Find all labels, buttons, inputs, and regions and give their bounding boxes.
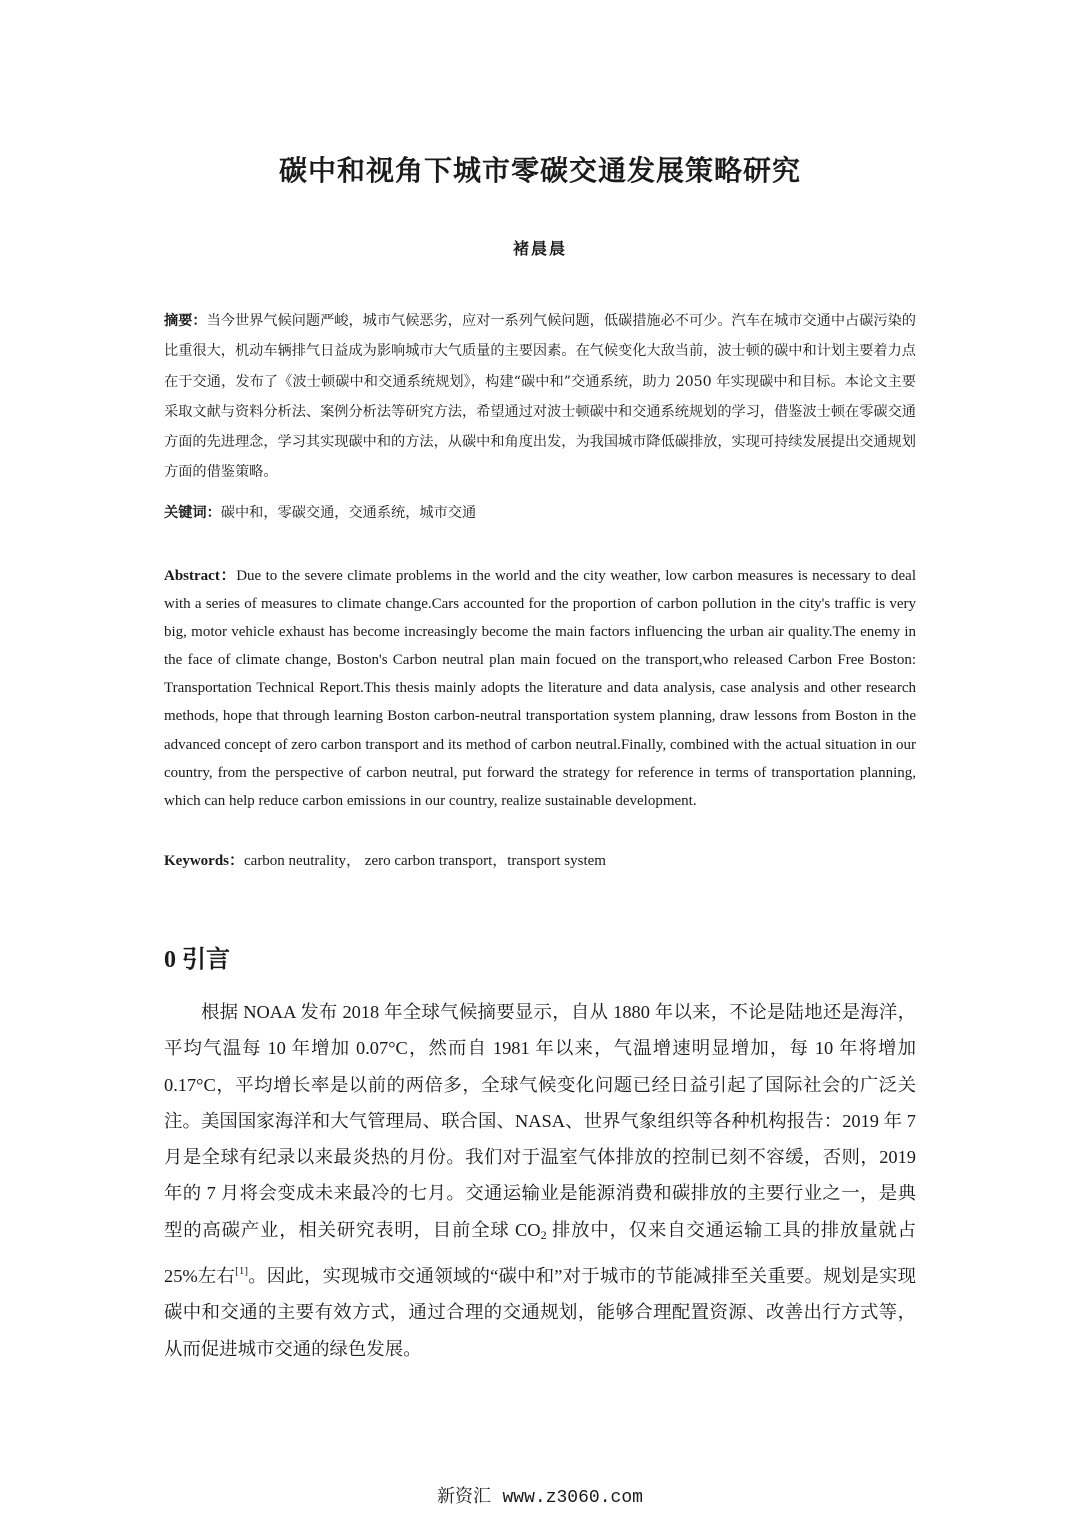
footer-site-name: 新资汇 bbox=[437, 1486, 492, 1507]
footer-watermark bbox=[0, 1482, 1080, 1513]
abstract-chinese-text: 当今世界气候问题严峻，城市气候恶劣，应对一系列气候问题，低碳措施必不可少。汽车在城市交通中占碳污染的比重很大，机动车辆排气日益成为影响城市大气质量的主要因素。在气候变化大敌当前，波士顿的碳中和计划主要着力点在于交通，发布了《波士顿碳中和交通系统规划》，构建“碳中和”交通系统，助力 2050 年实现碳中和目标。本论文主要采取文献与资料分析法、案例分析法等研究方法，希望通过对波士顿碳中和交通系统规划的学习，借鉴波士顿在零碳交通方面的先进理念，学习其实现碳中和的方法，从碳中和角度出发，为我国城市降低碳排放，实现可持续发展提出交通规划方面的借鉴策略。 bbox=[164, 313, 916, 481]
abstract-chinese-label: 摘要： bbox=[164, 313, 207, 329]
section-heading-introduction: 0 引言 bbox=[164, 947, 230, 973]
introduction-text-part3: 。因此，实现城市交通领域的“碳中和”对于城市的节能减排至关重要。规划是实现碳中和交通的主要有效方式，通过合理的交通规划，能够合理配置资源、改善出行方式等，从而促进城市交通的绿色发展。 bbox=[164, 1266, 917, 1359]
introduction-text-part2: 排放中，仅来自交通运输工具的排放量就占 25%左右 bbox=[164, 1219, 916, 1287]
footer-site-url[interactable]: www.z3060.com bbox=[502, 1488, 643, 1508]
page-title: 碳中和视角下城市零碳交通发展策略研究 bbox=[278, 153, 801, 187]
keywords-english-text: carbon neutrality， zero carbon transport，transport system bbox=[244, 853, 606, 869]
keywords-english-label: Keywords： bbox=[164, 853, 244, 869]
author-name: 褚晨晨 bbox=[512, 239, 567, 258]
introduction-text-part1: 根据 NOAA 发布 2018 年全球气候摘要显示，自从 1880 年以来，不论是陆地还是海洋，平均气温每 10 年增加 0.07°C，然而自 1981 年以来，气温增速明显增加，每 10 年将增加 0.17°C，平均增长率是以前的两倍多，全球气候变化问题已经日益引起了国际社会的广泛关注。美国国家海洋和大气管理局、联合国、NASA、世界气象组织等各种机构报告：2019 年 7 月是全球有纪录以来最炎热的月份。我们对于温室气体排放的控制已刻不容缓，否则，2019 年的 7 月将会变成未来最冷的七月。交通运输业是能源消费和碳排放的主要行业之一，是典型的高碳产业，相关研究表明，目前全球 CO bbox=[164, 1002, 916, 1240]
keywords-english bbox=[164, 846, 916, 876]
keywords-chinese-label: 关键词： bbox=[164, 505, 221, 521]
keywords-chinese bbox=[164, 498, 916, 528]
abstract-english-label: Abstract： bbox=[164, 568, 237, 584]
abstract-english bbox=[164, 562, 916, 815]
introduction-paragraph bbox=[164, 994, 916, 1367]
co2-subscript: 2 bbox=[540, 1227, 547, 1242]
abstract-chinese bbox=[164, 306, 916, 488]
abstract-english-text: Due to the severe climate problems in the world and the city weather, low carbon measures is necessary to deal with a series of measures to climate change.Cars accounted for the proportion of carbon pollution in the city's traffic is very big, motor vehicle exhaust has become increasingly become the main factors influencing the urban air quality.The enemy in the face of climate change, Boston's Carbon neutral plan main focued on the transport,who released Carbon Free Boston: Transportation Technical Report.This thesis mainly adopts the literature and data analysis, case analysis and other research methods, hope that through learning Boston carbon-neutral transportation system planning, draw lessons from Boston in the advanced concept of zero carbon transport and its method of carbon neutral.Finally, combined with the actual situation in our country, from the perspective of carbon neutral, put forward the strategy for reference in terms of transportation planning, which can help reduce carbon emissions in our country, realize sustainable development. bbox=[164, 568, 916, 809]
citation-reference[interactable]: [1] bbox=[235, 1265, 248, 1278]
keywords-chinese-text: 碳中和，零碳交通，交通系统，城市交通 bbox=[220, 505, 477, 521]
